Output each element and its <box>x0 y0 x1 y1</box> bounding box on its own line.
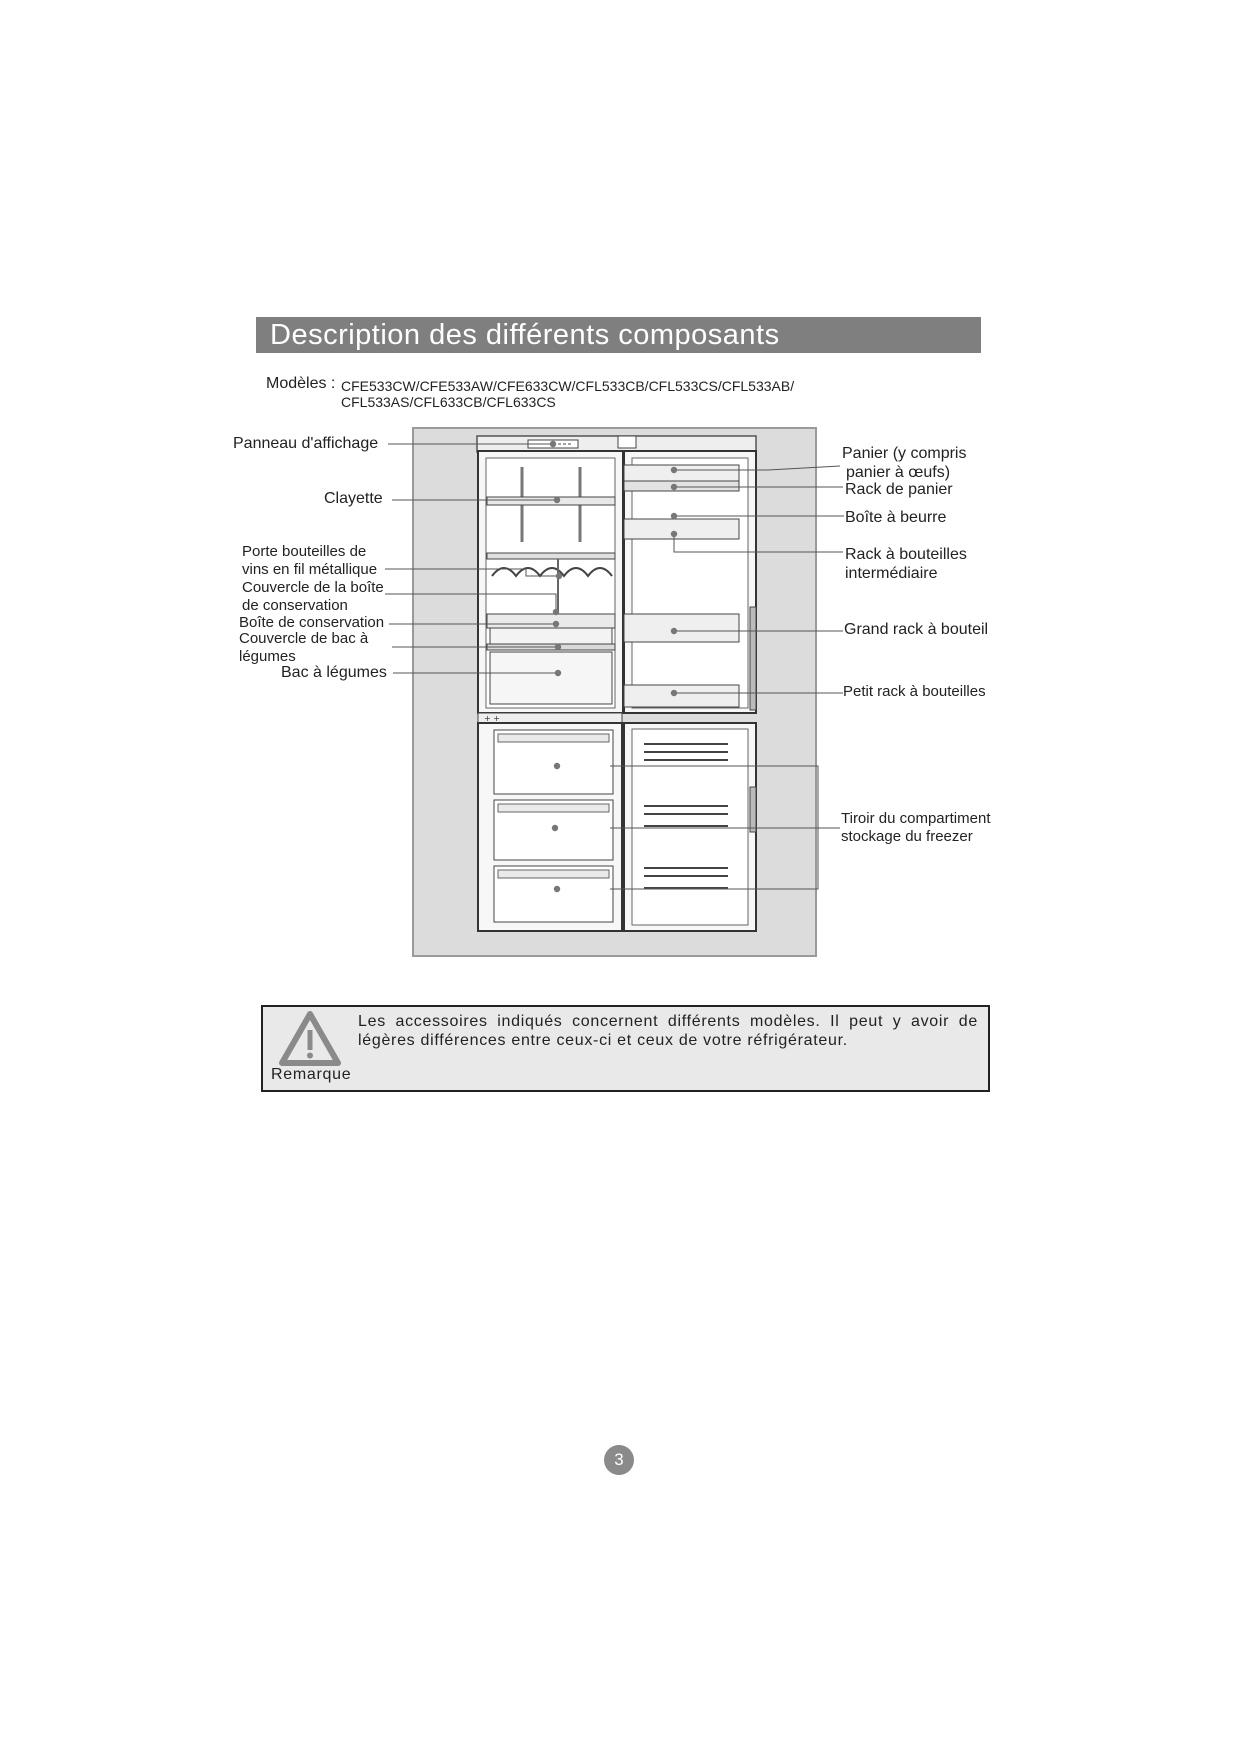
note-text: Les accessoires indiqués concernent différents modèles. Il peut y avoir de légères différences entre ceux-ci et ceux de votre réfrigérateur. <box>358 1013 978 1049</box>
warning-icon <box>279 1011 341 1067</box>
note-label: Remarque <box>271 1066 352 1083</box>
page-title: Description des différents composants <box>270 319 780 351</box>
small-bottle-rack <box>624 685 739 707</box>
label-mid-bottle-rack-2: intermédiaire <box>845 565 938 582</box>
label-basket-rack: Rack de panier <box>845 481 953 498</box>
label-crisper-cover-1: Couvercle de bac à <box>239 630 369 647</box>
label-mid-bottle-rack-1: Rack à bouteilles <box>845 546 967 563</box>
svg-text:+ +: + + <box>484 714 500 723</box>
shelf <box>487 497 615 505</box>
models-list-line-2: CFL533AS/CFL633CB/CFL633CS <box>341 394 556 410</box>
crisper <box>490 652 612 704</box>
models-label: Modèles : <box>266 375 336 392</box>
label-display-panel: Panneau d'affichage <box>233 435 379 452</box>
note-box <box>261 1005 990 1092</box>
label-small-bottle-rack: Petit rack à bouteilles <box>843 683 986 700</box>
large-bottle-rack <box>624 614 739 642</box>
storage-box <box>490 628 612 644</box>
label-shelf: Clayette <box>324 490 383 507</box>
label-box-cover-2: de conservation <box>242 597 348 614</box>
label-freezer-drawer-1: Tiroir du compartiment <box>841 810 991 827</box>
label-storage-box: Boîte de conservation <box>239 614 385 631</box>
label-butter-box: Boîte à beurre <box>845 509 947 526</box>
label-large-bottle-rack: Grand rack à bouteil <box>844 621 989 638</box>
label-basket-2: panier à œufs) <box>846 464 951 481</box>
label-crisper-cover-2: légumes <box>239 648 296 665</box>
page-number: 3 <box>604 1445 634 1475</box>
butter-box <box>624 519 739 539</box>
label-basket-1: Panier (y compris <box>842 445 967 462</box>
label-crisper: Bac à légumes <box>281 664 387 681</box>
storage-box-cover <box>487 614 615 628</box>
wine-rack <box>487 553 615 559</box>
models-list-line-1: CFE533CW/CFE533AW/CFE633CW/CFL533CB/CFL533CS/CFL533AB/ <box>341 378 795 394</box>
label-box-cover-1: Couvercle de la boîte <box>242 579 384 596</box>
label-freezer-drawer-2: stockage du freezer <box>841 828 973 845</box>
label-wine-rack-2: vins en fil métallique <box>242 561 378 578</box>
label-wine-rack-1: Porte bouteilles de <box>242 543 367 560</box>
